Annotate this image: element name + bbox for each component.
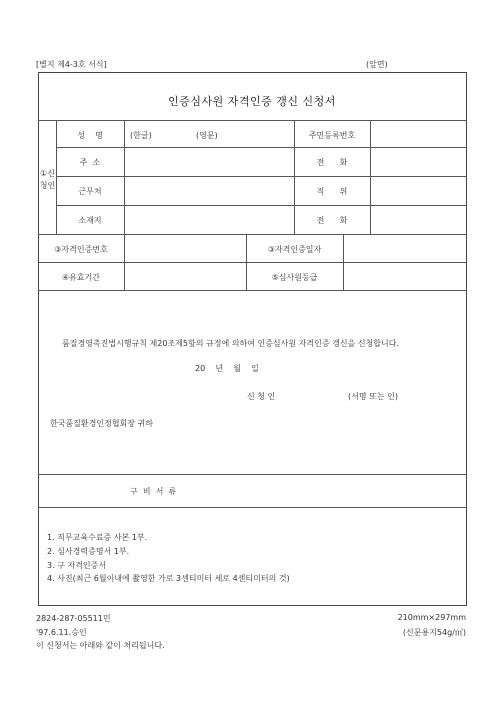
rule-row3 bbox=[56, 205, 466, 206]
cert-date-label: ③자격인증일자 bbox=[267, 245, 322, 254]
cert-date-field[interactable] bbox=[345, 236, 464, 261]
required-docs-heading: 구 비 서 류 bbox=[130, 487, 177, 496]
cert-number-field[interactable] bbox=[126, 236, 245, 261]
rule-v-label bbox=[124, 120, 125, 234]
phone2-label: 전 화 bbox=[316, 216, 348, 225]
address-label: 주 소 bbox=[79, 158, 101, 167]
grade-label: ⑤심사원등급 bbox=[271, 273, 318, 282]
addressee: 한국품질환경인정협회장 귀하 bbox=[50, 419, 154, 428]
workplace-label: 근무처 bbox=[78, 187, 102, 196]
phone-field[interactable] bbox=[372, 149, 464, 175]
form-title: 인증심사원 자격인증 갱신 신청서 bbox=[168, 95, 336, 108]
rule-v-cert-right bbox=[343, 234, 344, 290]
workplace-field[interactable] bbox=[126, 178, 292, 204]
approval-date: '97.6.11.승인 bbox=[36, 628, 87, 637]
name-english-hint: (영문) bbox=[196, 131, 218, 140]
doc-item-2: 2. 심사경력증명서 1부. bbox=[47, 547, 130, 556]
phone-label: 전 화 bbox=[316, 158, 348, 167]
signature-note: (서명 또는 인) bbox=[348, 392, 398, 401]
doc-item-3: 3. 구 자격인증서 bbox=[47, 561, 107, 570]
grade-field[interactable] bbox=[345, 264, 464, 289]
validity-field[interactable] bbox=[126, 264, 245, 289]
rule-row1 bbox=[56, 147, 466, 148]
date-line: 20 년 월 일 bbox=[195, 364, 259, 373]
applicant-signature-label: 신 청 인 bbox=[247, 392, 276, 401]
paper-size: 210mm×297mm bbox=[397, 613, 466, 622]
doc-item-4: 4. 사진(최근 6월이내에 촬영한 가로 3센티미터 세로 4센티미터의 것) bbox=[47, 574, 290, 583]
address-field[interactable] bbox=[126, 149, 292, 175]
applicant-group-label: ①신청인 bbox=[39, 169, 56, 190]
rule-statement-end bbox=[38, 474, 466, 475]
rule-cert-row1 bbox=[38, 262, 466, 263]
position-field[interactable] bbox=[372, 178, 464, 204]
validity-label: ④유효기간 bbox=[61, 273, 101, 282]
rule-v-cert-left bbox=[124, 234, 125, 290]
rule-cert-end bbox=[38, 290, 466, 291]
doc-item-1: 1. 직무교육수료증 사본 1부. bbox=[47, 533, 148, 542]
rule-docs-heading bbox=[38, 507, 466, 508]
phone2-field[interactable] bbox=[372, 207, 464, 233]
form-code: 2824-287-05511민 bbox=[36, 614, 111, 623]
processing-note: 이 신청서는 아래와 같이 처리됩니다. bbox=[36, 641, 165, 650]
position-label: 직 위 bbox=[316, 187, 348, 196]
application-statement: 품질경영촉진법시행규칙 제20조제5항의 규정에 의하여 인증심사원 자격인증 갱신을 신청합니다. bbox=[62, 339, 400, 348]
location-field[interactable] bbox=[126, 207, 292, 233]
name-field[interactable] bbox=[126, 122, 292, 146]
name-label: 성 명 bbox=[77, 131, 103, 140]
name-korean-hint: (한글) bbox=[130, 131, 152, 140]
rule-row2 bbox=[56, 176, 466, 177]
form-number: [별지 제4-3호 서식] bbox=[36, 60, 107, 69]
location-label: 소재지 bbox=[78, 216, 102, 225]
rule-applicant-end bbox=[38, 234, 466, 235]
page-side-label: (앞면) bbox=[366, 60, 388, 69]
rule-title bbox=[38, 120, 466, 121]
rrn-label: 주민등록번호 bbox=[308, 131, 356, 140]
rule-v-right-label bbox=[370, 120, 371, 234]
paper-type: (신문용지54g/㎡) bbox=[402, 628, 466, 637]
cert-number-label: ③자격인증번호 bbox=[54, 245, 108, 254]
signature-field[interactable] bbox=[290, 386, 340, 402]
rrn-field[interactable] bbox=[372, 122, 464, 146]
